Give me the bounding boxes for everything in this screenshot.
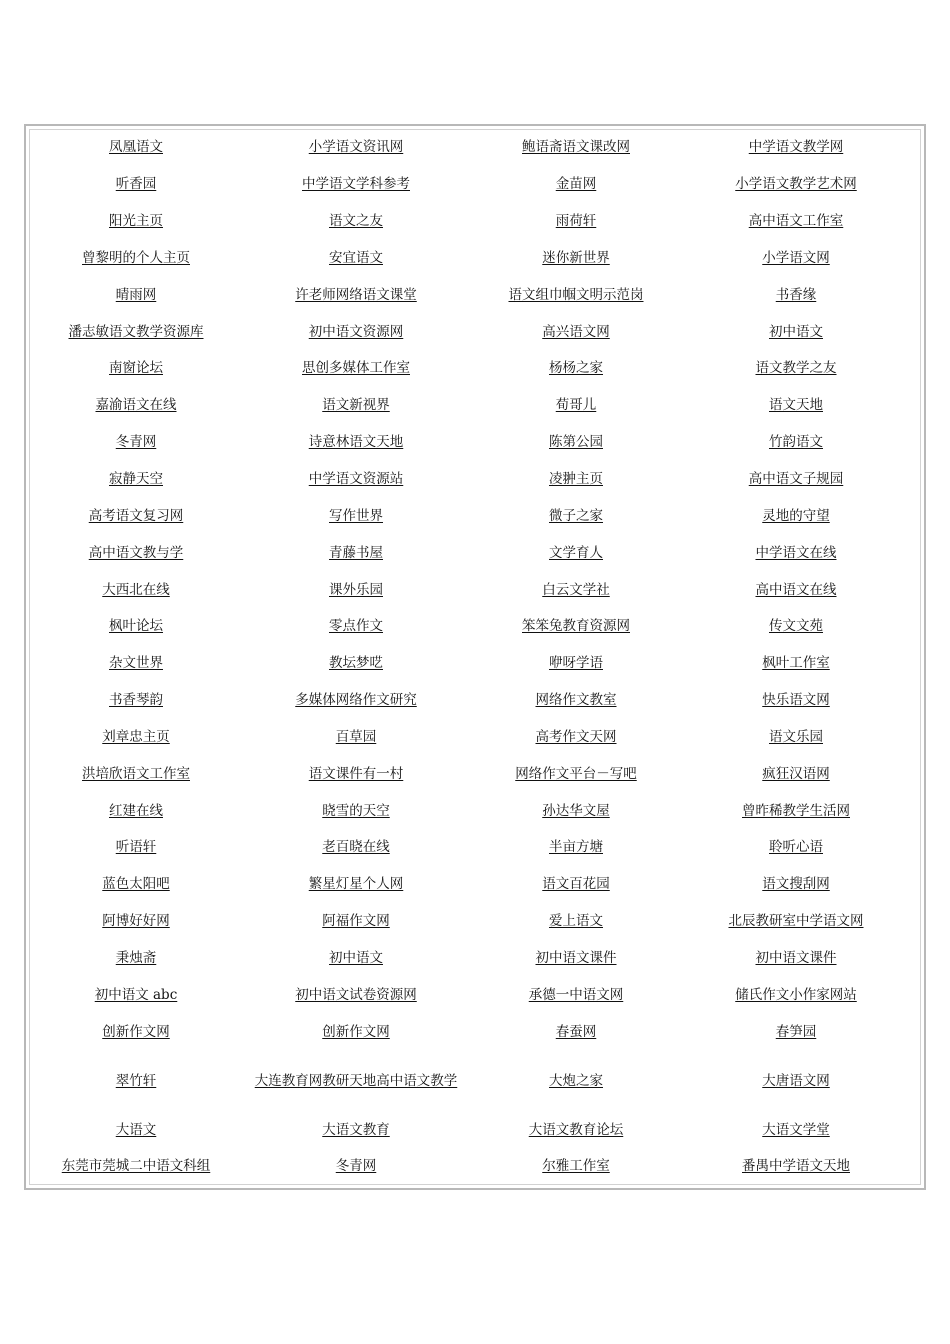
site-link[interactable]: 潘志敏语文教学资源库 [68, 323, 204, 340]
link-row [26, 387, 906, 424]
link-cell [246, 1013, 466, 1050]
link-cell [246, 1050, 466, 1111]
site-link[interactable]: 高考语文复习网 [88, 507, 184, 524]
link-cell [686, 313, 906, 350]
site-link[interactable]: 多媒体网络作文研究 [295, 692, 417, 709]
site-link[interactable]: 大语文教育 [322, 1121, 390, 1138]
site-link[interactable]: 冬青网 [335, 1158, 377, 1175]
site-link[interactable]: 金苗网 [555, 176, 597, 193]
link-row [26, 976, 906, 1013]
link-cell [686, 571, 906, 608]
site-link[interactable]: 初中语文 [769, 323, 823, 340]
site-link[interactable]: 书香琴韵 [109, 692, 163, 709]
link-cell [26, 571, 246, 608]
site-link[interactable]: 鲍语斋语文课改网 [522, 139, 630, 156]
site-link[interactable]: 初中语文资源网 [308, 323, 404, 340]
link-row [26, 461, 906, 498]
site-link[interactable]: 尔雅工作室 [542, 1158, 610, 1175]
site-link[interactable]: 零点作文 [329, 618, 383, 635]
link-cell [246, 755, 466, 792]
site-link[interactable]: 春笋园 [775, 1023, 817, 1040]
site-link[interactable]: 秉烛斋 [115, 949, 157, 966]
site-link[interactable]: 雨荷轩 [555, 213, 597, 230]
link-cell [26, 940, 246, 977]
link-cell [466, 1050, 686, 1111]
link-cell [466, 240, 686, 277]
site-link[interactable]: 中学语文教学网 [748, 139, 844, 156]
link-cell [466, 1111, 686, 1148]
link-row [26, 682, 906, 719]
link-cell [466, 755, 686, 792]
link-cell [26, 1148, 246, 1185]
link-cell [246, 571, 466, 608]
link-cell [686, 276, 906, 313]
link-cell [246, 129, 466, 166]
link-cell [26, 682, 246, 719]
link-cell [26, 829, 246, 866]
link-cell [686, 792, 906, 829]
site-link[interactable]: 东莞市莞城二中语文科组 [61, 1158, 211, 1175]
link-cell [246, 350, 466, 387]
link-row [26, 240, 906, 277]
site-link[interactable]: 中学语文学科参考 [302, 176, 410, 193]
link-cell [686, 1050, 906, 1111]
site-link[interactable]: 微子之家 [549, 507, 603, 524]
link-cell [686, 240, 906, 277]
site-link[interactable]: 陈第公园 [549, 434, 603, 451]
site-link[interactable]: 大语文学堂 [762, 1121, 830, 1138]
site-link[interactable]: 网络作文教室 [535, 692, 617, 709]
site-link[interactable]: 番禺中学语文天地 [742, 1158, 850, 1175]
site-link[interactable]: 中学语文资源站 [308, 471, 404, 488]
link-cell [246, 719, 466, 756]
site-link[interactable]: 思创多媒体工作室 [302, 360, 410, 377]
site-link[interactable]: 小学语文资讯网 [308, 139, 404, 156]
site-link[interactable]: 晴雨网 [115, 286, 157, 303]
site-link[interactable]: 北辰教研室中学语文网 [728, 913, 864, 930]
link-cell [246, 976, 466, 1013]
site-link[interactable]: 文学育人 [549, 544, 603, 561]
link-cell [466, 203, 686, 240]
link-cell [26, 240, 246, 277]
link-cell [246, 534, 466, 571]
link-row [26, 1050, 906, 1111]
site-link[interactable]: 凌翀主页 [549, 471, 603, 488]
link-cell [26, 350, 246, 387]
link-cell [686, 461, 906, 498]
site-link[interactable]: 蓝色太阳吧 [102, 876, 170, 893]
site-link[interactable]: 曾昨稀教学生活网 [742, 802, 850, 819]
link-row [26, 1111, 906, 1148]
link-row [26, 608, 906, 645]
site-link[interactable]: 语文之友 [329, 213, 383, 230]
site-link[interactable]: 冬青网 [115, 434, 157, 451]
link-row [26, 792, 906, 829]
site-link[interactable]: 语文课件有一村 [308, 765, 404, 782]
link-cell [246, 866, 466, 903]
link-cell [466, 424, 686, 461]
site-link[interactable]: 语文乐园 [769, 728, 823, 745]
site-link[interactable]: 嘉渝语文在线 [95, 397, 177, 414]
link-cell [466, 719, 686, 756]
link-cell [466, 166, 686, 203]
site-link[interactable]: 书香缘 [775, 286, 817, 303]
site-link[interactable]: 大语文教育论坛 [528, 1121, 624, 1138]
link-cell [26, 755, 246, 792]
link-row [26, 497, 906, 534]
site-link[interactable]: 荀哥儿 [555, 397, 597, 414]
link-cell [246, 1111, 466, 1148]
link-row [26, 313, 906, 350]
link-cell [26, 203, 246, 240]
site-link[interactable]: 创新作文网 [102, 1023, 170, 1040]
link-cell [246, 276, 466, 313]
link-cell [686, 903, 906, 940]
link-cell [686, 166, 906, 203]
link-table-body [26, 129, 906, 1185]
site-link[interactable]: 语文教学之友 [755, 360, 837, 377]
site-link[interactable]: 老百晓在线 [322, 839, 390, 856]
site-link[interactable]: 高中语文子规园 [748, 471, 844, 488]
link-row [26, 1148, 906, 1185]
link-cell [466, 276, 686, 313]
site-link[interactable]: 阿博好好网 [102, 913, 170, 930]
link-cell [246, 240, 466, 277]
site-link[interactable]: 许老师网络语文课堂 [295, 286, 417, 303]
site-link[interactable]: 爱上语文 [549, 913, 603, 930]
link-cell [26, 534, 246, 571]
link-cell [26, 1111, 246, 1148]
link-cell [466, 497, 686, 534]
link-row [26, 719, 906, 756]
site-link[interactable]: 寂静天空 [109, 471, 163, 488]
link-cell [686, 350, 906, 387]
link-cell [26, 608, 246, 645]
link-row [26, 276, 906, 313]
link-cell [686, 866, 906, 903]
link-cell [466, 461, 686, 498]
site-link[interactable]: 听香园 [115, 176, 157, 193]
link-cell [26, 645, 246, 682]
site-link[interactable]: 语文天地 [769, 397, 823, 414]
link-cell [466, 129, 686, 166]
site-link[interactable]: 迷你新世界 [542, 249, 610, 266]
link-row [26, 571, 906, 608]
link-cell [686, 940, 906, 977]
link-row [26, 645, 906, 682]
site-link[interactable]: 晓雪的天空 [322, 802, 390, 819]
link-cell [246, 313, 466, 350]
site-link[interactable]: 语文搜刮网 [762, 876, 830, 893]
site-link[interactable]: 凤凰语文 [109, 139, 163, 156]
site-link[interactable]: 语文百花园 [542, 876, 610, 893]
link-cell [686, 1013, 906, 1050]
site-link[interactable]: 大语文 [115, 1121, 157, 1138]
site-link[interactable]: 灵地的守望 [762, 507, 830, 524]
link-cell [466, 387, 686, 424]
site-link[interactable]: 初中语文课件 [755, 949, 837, 966]
link-cell [686, 1111, 906, 1148]
link-cell [26, 976, 246, 1013]
site-link[interactable]: 疯狂汉语网 [762, 765, 830, 782]
link-cell [26, 792, 246, 829]
site-link[interactable]: 诗意林语文天地 [308, 434, 404, 451]
site-link[interactable]: 快乐语文网 [762, 692, 830, 709]
link-cell [466, 829, 686, 866]
link-cell [686, 424, 906, 461]
link-row [26, 755, 906, 792]
site-link[interactable]: 杨杨之家 [549, 360, 603, 377]
site-link[interactable]: 高中语文教与学 [88, 544, 184, 561]
site-link[interactable]: 高中语文在线 [755, 581, 837, 598]
link-row [26, 203, 906, 240]
link-cell [246, 645, 466, 682]
link-cell [466, 792, 686, 829]
site-link[interactable]: 枫叶工作室 [762, 655, 830, 672]
site-link[interactable]: 初中语文 abc [94, 986, 178, 1003]
link-row [26, 129, 906, 166]
link-row [26, 534, 906, 571]
link-cell [466, 608, 686, 645]
link-cell [246, 461, 466, 498]
link-cell [246, 387, 466, 424]
link-cell [686, 829, 906, 866]
link-cell [686, 129, 906, 166]
site-link[interactable]: 写作世界 [329, 507, 383, 524]
link-cell [26, 166, 246, 203]
site-link[interactable]: 初中语文 [329, 949, 383, 966]
site-link[interactable]: 咿呀学语 [549, 655, 603, 672]
site-link[interactable]: 课外乐园 [329, 581, 383, 598]
site-link[interactable]: 红建在线 [109, 802, 163, 819]
link-cell [26, 461, 246, 498]
link-cell [26, 866, 246, 903]
link-cell [26, 903, 246, 940]
link-cell [26, 1013, 246, 1050]
link-cell [246, 608, 466, 645]
link-cell [686, 719, 906, 756]
site-link[interactable]: 枫叶论坛 [109, 618, 163, 635]
site-link[interactable]: 大炮之家 [549, 1072, 603, 1089]
site-link[interactable]: 阳光主页 [109, 213, 163, 230]
link-cell [466, 313, 686, 350]
link-cell [466, 645, 686, 682]
site-link[interactable]: 储氏作文小作家网站 [735, 986, 857, 1003]
link-cell [246, 424, 466, 461]
site-link[interactable]: 高中语文工作室 [748, 213, 844, 230]
link-cell [26, 129, 246, 166]
site-link[interactable]: 教坛梦呓 [329, 655, 383, 672]
link-cell [466, 903, 686, 940]
link-cell [246, 682, 466, 719]
site-link[interactable]: 小学语文教学艺术网 [735, 176, 857, 193]
site-link[interactable]: 杂文世界 [109, 655, 163, 672]
link-row [26, 940, 906, 977]
link-cell [466, 866, 686, 903]
link-cell [466, 1148, 686, 1185]
site-link[interactable]: 阿福作文网 [322, 913, 390, 930]
link-cell [26, 276, 246, 313]
link-row [26, 866, 906, 903]
link-cell [466, 1013, 686, 1050]
site-link[interactable]: 创新作文网 [322, 1023, 390, 1040]
link-cell [466, 940, 686, 977]
link-cell [246, 497, 466, 534]
link-cell [686, 1148, 906, 1185]
link-cell [246, 903, 466, 940]
site-link[interactable]: 曾黎明的个人主页 [82, 249, 190, 266]
link-cell [466, 682, 686, 719]
site-link[interactable]: 春蚕网 [555, 1023, 597, 1040]
site-link[interactable]: 白云文学社 [542, 581, 610, 598]
link-cell [466, 571, 686, 608]
link-row [26, 424, 906, 461]
link-cell [246, 940, 466, 977]
site-link[interactable]: 青藤书屋 [329, 544, 383, 561]
site-link[interactable]: 洪培欣语文工作室 [82, 765, 190, 782]
site-link[interactable]: 语文组巾帼文明示范岗 [508, 286, 644, 303]
link-cell [26, 424, 246, 461]
link-cell [246, 203, 466, 240]
link-row [26, 829, 906, 866]
link-table [26, 129, 906, 1185]
link-cell [26, 387, 246, 424]
link-cell [246, 1148, 466, 1185]
link-cell [246, 792, 466, 829]
site-link[interactable]: 初中语文课件 [535, 949, 617, 966]
site-link[interactable]: 承德一中语文网 [528, 986, 624, 1003]
link-cell [686, 534, 906, 571]
link-cell [466, 976, 686, 1013]
site-link[interactable]: 大唐语文网 [762, 1072, 830, 1089]
site-link[interactable]: 传文文苑 [769, 618, 823, 635]
link-cell [686, 682, 906, 719]
site-link[interactable]: 网络作文平台－写吧 [515, 765, 637, 782]
link-cell [686, 645, 906, 682]
link-row [26, 1013, 906, 1050]
site-link[interactable]: 聆听心语 [769, 839, 823, 856]
link-row [26, 903, 906, 940]
link-cell [246, 829, 466, 866]
link-cell [466, 534, 686, 571]
site-link[interactable]: 竹韵语文 [769, 434, 823, 451]
link-cell [686, 755, 906, 792]
site-link[interactable]: 初中语文试卷资源网 [295, 986, 417, 1003]
site-link[interactable]: 半亩方塘 [549, 839, 603, 856]
link-cell [686, 203, 906, 240]
site-link[interactable]: 大西北在线 [102, 581, 170, 598]
link-cell [26, 1050, 246, 1111]
site-link[interactable]: 刘章忠主页 [102, 728, 170, 745]
site-link[interactable]: 高考作文天网 [535, 728, 617, 745]
link-cell [26, 719, 246, 756]
site-link[interactable]: 南窗论坛 [109, 360, 163, 377]
site-link[interactable]: 百草园 [335, 728, 377, 745]
link-row [26, 166, 906, 203]
site-link[interactable]: 笨笨兔教育资源网 [522, 618, 630, 635]
link-cell [246, 166, 466, 203]
site-link[interactable]: 小学语文网 [762, 249, 830, 266]
site-link[interactable]: 安宜语文 [329, 249, 383, 266]
link-cell [686, 497, 906, 534]
site-link[interactable]: 高兴语文网 [542, 323, 610, 340]
link-row [26, 350, 906, 387]
site-link[interactable]: 中学语文在线 [755, 544, 837, 561]
link-cell [26, 497, 246, 534]
link-cell [466, 350, 686, 387]
site-link[interactable]: 大连教育网教研天地高中语文教学 [254, 1072, 458, 1089]
site-link[interactable]: 孙达华文屋 [542, 802, 610, 819]
site-link[interactable]: 繁星灯星个人网 [308, 876, 404, 893]
site-link[interactable]: 语文新视界 [322, 397, 390, 414]
site-link[interactable]: 翠竹轩 [115, 1072, 157, 1089]
link-cell [686, 608, 906, 645]
link-cell [26, 313, 246, 350]
link-cell [686, 387, 906, 424]
link-cell [686, 976, 906, 1013]
site-link[interactable]: 听语轩 [115, 839, 157, 856]
